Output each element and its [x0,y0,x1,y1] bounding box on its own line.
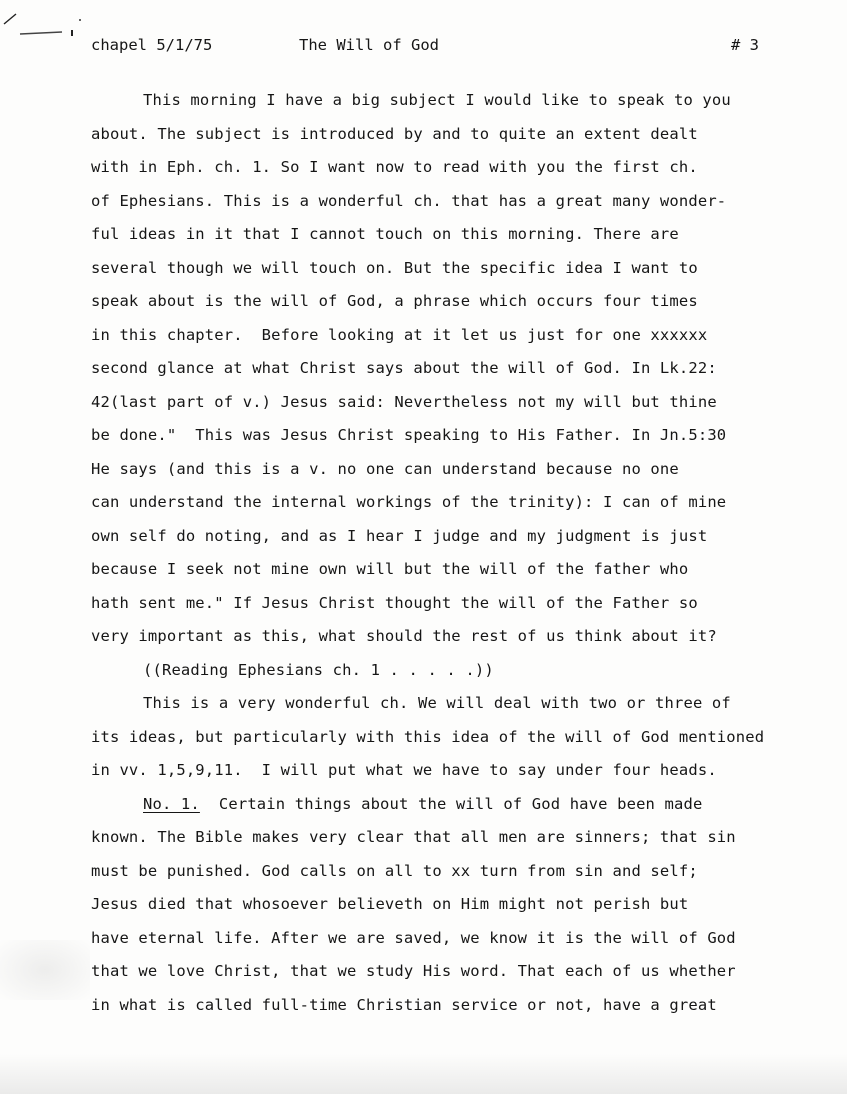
text-line: about. The subject is introduced by and to quite an extent dealt [91,124,698,143]
text-line: of Ephesians. This is a wonderful ch. that has a great many wonder- [91,191,727,210]
text-line-part: Certain things about the will of God have been made [199,794,703,813]
text-line: Jesus died that whosoever believeth on Him might not perish but [91,895,689,913]
text-line: be done." This was Jesus Christ speaking to His Father. In Jn.5:30 [91,426,727,444]
pen-mark-icon [2,12,84,42]
text-line: 42(last part of v.) Jesus said: Nevertheless not my will but thine [91,392,717,411]
text-line: This is a very wonderful ch. We will deal with two or three of [143,694,731,712]
header-title: The Will of God [299,36,439,54]
text-line: can understand the internal workings of the trinity): I can of mine [91,493,727,511]
text-line: because I seek not mine own will but the will of the father who [91,560,689,578]
reading-note: ((Reading Ephesians ch. 1 . . . . .)) [143,660,494,679]
text-line: He says (and this is a v. no one can understand because no one [91,459,679,478]
text-line: its ideas, but particularly with this idea of the will of God mentioned [91,727,765,746]
text-line: several though we will touch on. But the specific idea I want to [91,258,698,277]
text-line: in this chapter. Before looking at it let us just for one xxxxxx [91,325,708,344]
page-number: # 3 [731,36,759,54]
text-line: hath sent me." If Jesus Christ thought the will of the Father so [91,593,698,612]
text-line: very important as this, what should the rest of us think about it? [91,627,717,645]
point-one-line [91,788,821,822]
text-line: This morning I have a big subject I would like to speak to you [143,91,731,109]
text-line: must be punished. God calls on all to xx turn from sin and self; [91,861,698,880]
header-date: chapel 5/1/75 [91,36,213,54]
text-line: own self do noting, and as I hear I judge and my judgment is just [91,526,708,545]
text-line: ful ideas in it that I cannot touch on this morning. There are [91,225,679,243]
page-header [91,33,791,57]
text-line: with in Eph. ch. 1. So I want now to read with you the first ch. [91,158,698,176]
text-line: in what is called full-time Christian service or not, have a great [91,995,717,1014]
text-line: second glance at what Christ says about the will of God. In Lk.22: [91,359,717,377]
sermon-body [91,84,821,1022]
text-line: known. The Bible makes very clear that all men are sinners; that sin [91,828,736,846]
text-line: speak about is the will of God, a phrase which occurs four times [91,292,698,310]
scan-smudge [0,940,90,1000]
point-one-heading: No. 1. [143,794,200,813]
text-line: in vv. 1,5,9,11. I will put what we have to say under four heads. [91,761,717,779]
text-line: have eternal life. After we are saved, we know it is the will of God [91,928,736,947]
text-line: that we love Christ, that we study His word. That each of us whether [91,962,736,980]
scan-shadow [0,1054,847,1094]
